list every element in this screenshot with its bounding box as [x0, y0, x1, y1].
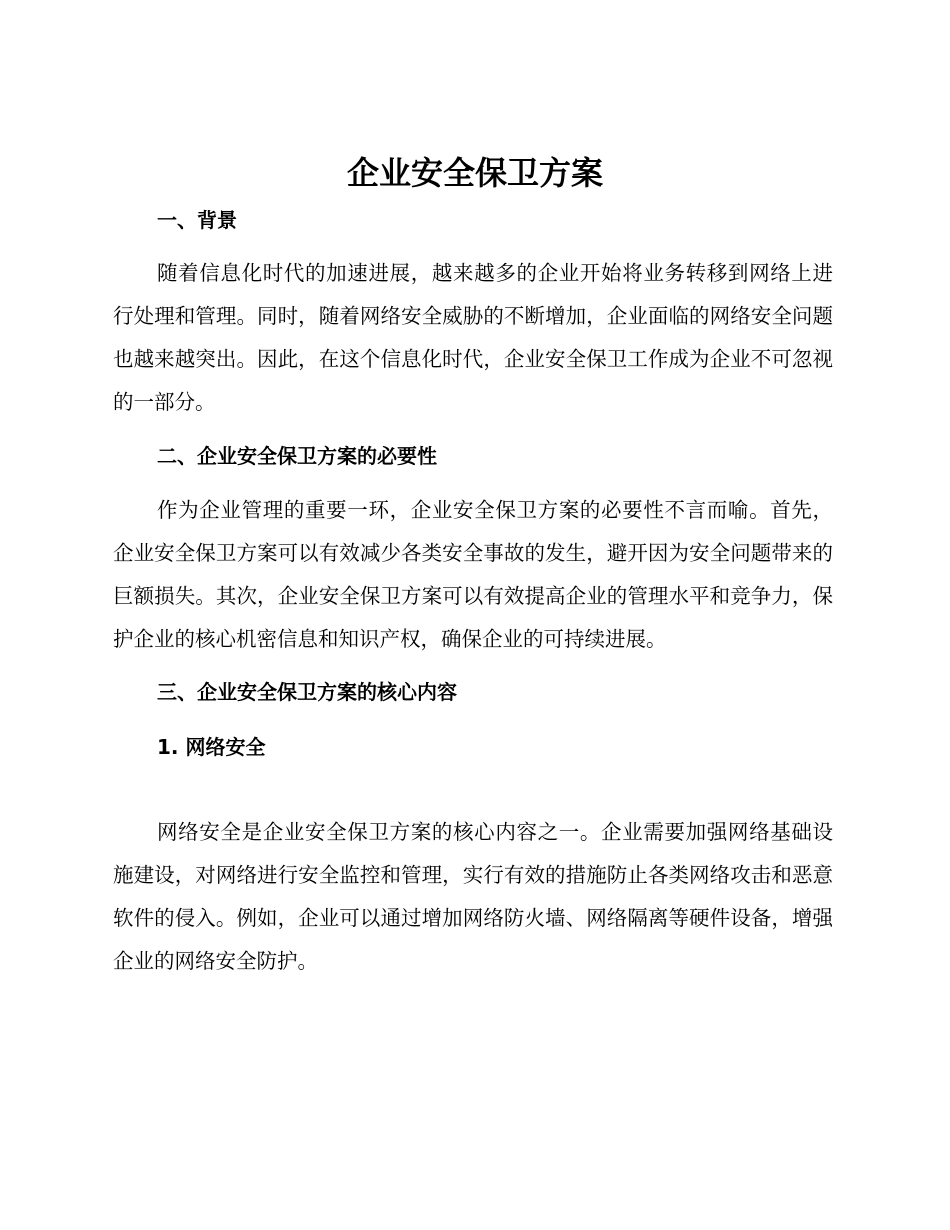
- section-heading-necessity: 二、企业安全保卫方案的必要性: [157, 444, 437, 468]
- section-heading-background: 一、背景: [157, 208, 237, 232]
- section-paragraph-network-security: 网络安全是企业安全保卫方案的核心内容之一。企业需要加强网络基础设施建设，对网络进行安全监控和管理，实行有效的措施防止各类网络攻击和恶意软件的侵入。例如，企业可以通过增加网络防火墙、网络隔离等硬件设备，增强企业的网络安全防护。: [113, 820, 833, 973]
- section-heading-core-content: 三、企业安全保卫方案的核心内容: [157, 680, 457, 704]
- subsection-heading-network-security: 1. 网络安全: [157, 735, 266, 759]
- section-paragraph-necessity: 作为企业管理的重要一环，企业安全保卫方案的必要性不言而喻。首先，企业安全保卫方案可以有效减少各类安全事故的发生，避开因为安全问题带来的巨额损失。其次，企业安全保卫方案可以有效提高企业的管理水平和竞争力，保护企业的核心机密信息和知识产权，确保企业的可持续进展。: [113, 498, 833, 651]
- document-title: 企业安全保卫方案: [346, 154, 603, 192]
- section-paragraph-background: 随着信息化时代的加速进展，越来越多的企业开始将业务转移到网络上进行处理和管理。同时，随着网络安全威胁的不断增加，企业面临的网络安全问题也越来越突出。因此，在这个信息化时代，企业安全保卫工作成为企业不可忽视的一部分。: [113, 261, 833, 414]
